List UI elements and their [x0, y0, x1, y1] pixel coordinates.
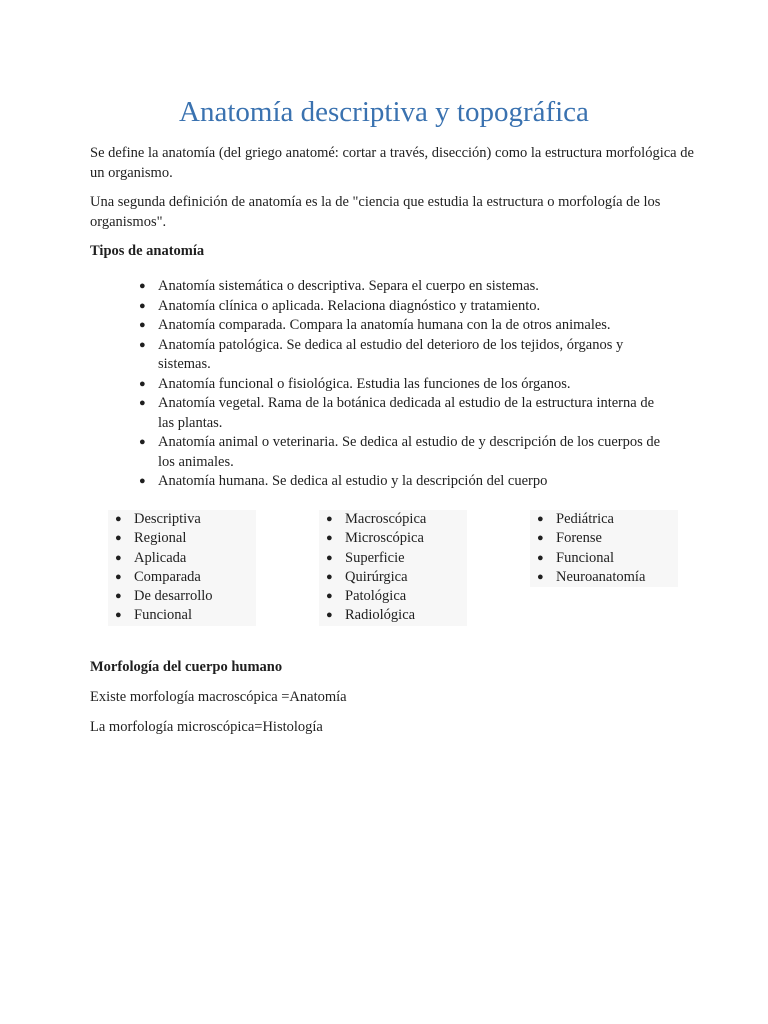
bullet-icon: ● — [139, 338, 146, 351]
list-item: ● Anatomía animal o veterinaria. Se dedica al estudio de y descripción de los cuerpos de los animales. — [139, 434, 661, 470]
bullet-icon: ● — [326, 590, 333, 603]
list-item: ● Funcional — [530, 549, 678, 568]
bullet-icon: ● — [139, 377, 146, 390]
bullet-icon: ● — [326, 551, 333, 564]
morphology-heading: Morfología del cuerpo humano — [90, 659, 283, 675]
bullet-icon: ● — [537, 532, 544, 545]
column-list-2 — [319, 510, 467, 626]
list-item: ● Superficie — [319, 549, 467, 568]
column-list-1 — [108, 510, 256, 626]
definition-paragraph: Se define la anatomía (del griego anatomé: cortar a través, disección) como la estructura morfológica de un organismo. — [90, 145, 694, 181]
list-item: ● Anatomía funcional o fisiológica. Estudia las funciones de los órganos. — [136, 375, 696, 395]
list-item: ● Anatomía sistemática o descriptiva. Separa el cuerpo en sistemas. — [136, 277, 696, 297]
list-item: ● Aplicada — [108, 549, 256, 568]
list-item: ● Radiológica — [319, 606, 467, 625]
bullet-icon: ● — [139, 436, 146, 448]
list-item: ● Regional — [108, 529, 256, 548]
bullet-icon: ● — [326, 513, 333, 525]
bullet-icon: ● — [537, 570, 544, 583]
list-item: ● Anatomía vegetal. Rama de la botánica dedicada al estudio de la estructura interna de las plantas. — [139, 395, 655, 431]
bullet-icon: ● — [139, 319, 146, 331]
bullet-icon: ● — [537, 551, 544, 564]
page-title: Anatomía descriptiva y topográfica — [179, 96, 589, 128]
bullet-icon: ● — [115, 532, 122, 545]
list-item: ● Pediátrica — [530, 510, 678, 529]
bullet-icon: ● — [326, 570, 333, 583]
bullet-icon: ● — [139, 475, 146, 487]
morphology-line-2: La morfología microscópica=Histología — [90, 719, 323, 735]
morphology-line-1: Existe morfología macroscópica =Anatomía — [90, 689, 347, 705]
list-item: ● Forense — [530, 529, 678, 548]
bullet-icon: ● — [115, 513, 122, 525]
list-item: ● Quirúrgica — [319, 568, 467, 587]
bullet-icon: ● — [115, 609, 122, 622]
bullet-icon: ● — [139, 280, 146, 292]
bullet-icon: ● — [326, 609, 333, 622]
list-item: ● Funcional — [108, 606, 256, 625]
list-item: ● Neuroanatomía — [530, 568, 678, 587]
column-list-3 — [530, 510, 678, 587]
list-item: ● Patológica — [319, 587, 467, 606]
list-item: ● Macroscópica — [319, 510, 467, 529]
list-item: ● Descriptiva — [108, 510, 256, 529]
bullet-icon: ● — [326, 532, 333, 545]
list-item: ● Microscópica — [319, 529, 467, 548]
second-definition-paragraph: Una segunda definición de anatomía es la de "ciencia que estudia la estructura o morfología de los organismos". — [90, 194, 661, 230]
types-list — [136, 277, 696, 492]
bullet-icon: ● — [115, 590, 122, 603]
list-item: ● Comparada — [108, 568, 256, 587]
bullet-icon: ● — [139, 397, 146, 409]
list-item: ● Anatomía clínica o aplicada. Relaciona diagnóstico y tratamiento. — [136, 297, 696, 317]
list-item: ● Anatomía comparada. Compara la anatomía humana con la de otros animales. — [136, 316, 696, 336]
list-item: ● Anatomía patológica. Se dedica al estudio del deterioro de los tejidos, órganos y sistemas. — [139, 336, 624, 372]
list-item: ● De desarrollo — [108, 587, 256, 606]
list-item: ● Anatomía humana. Se dedica al estudio y la descripción del cuerpo — [136, 472, 696, 492]
bullet-icon: ● — [115, 551, 122, 564]
bullet-icon: ● — [139, 299, 146, 312]
types-heading: Tipos de anatomía — [90, 243, 205, 259]
bullet-icon: ● — [537, 513, 544, 525]
bullet-icon: ● — [115, 570, 122, 583]
